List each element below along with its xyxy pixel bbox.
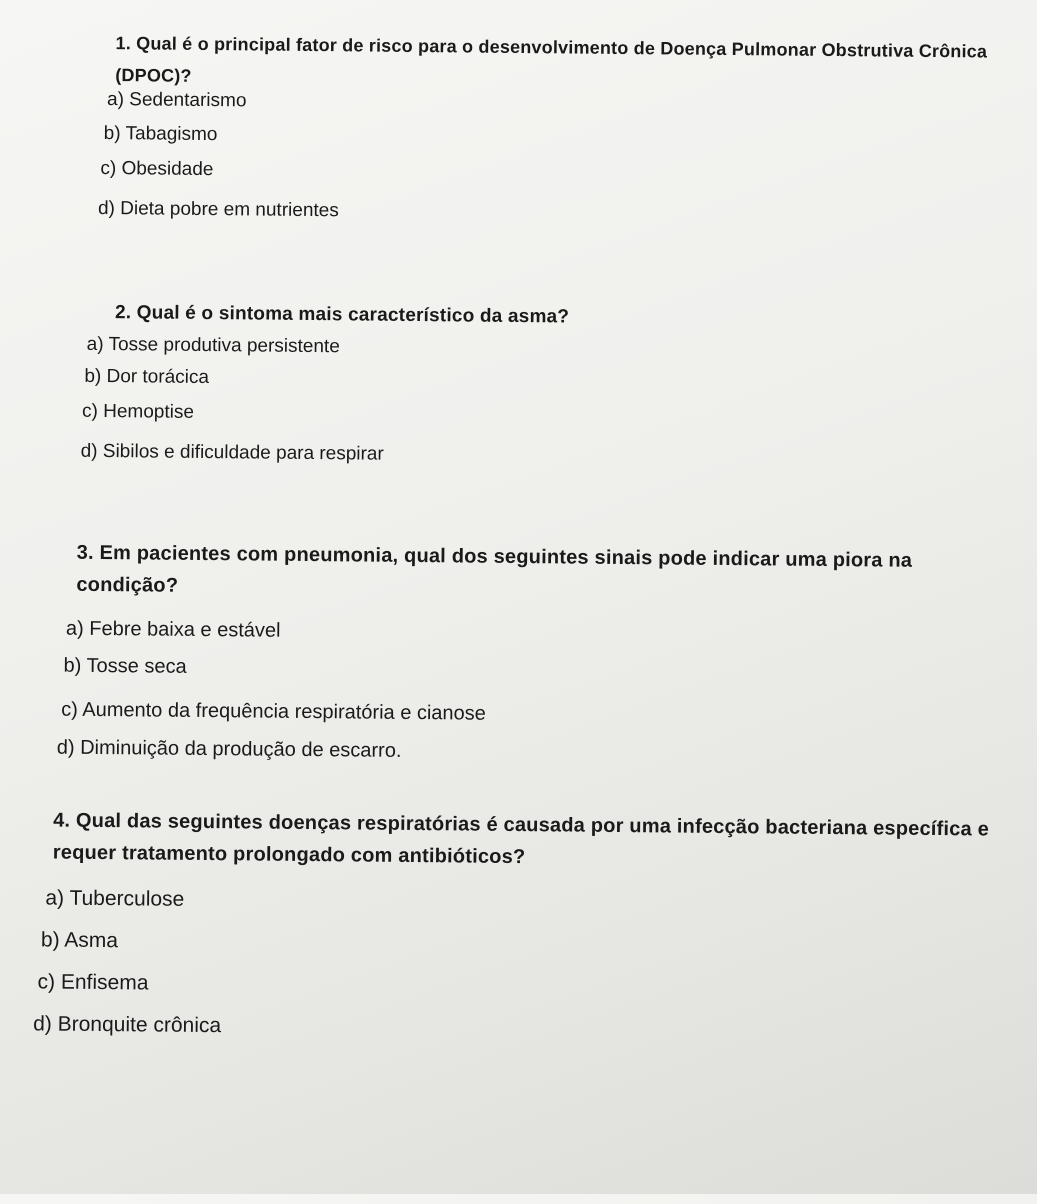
question-3-option-a: a) Febre baixa e estável <box>65 617 281 642</box>
question-2-option-a: a) Tosse produtiva persistente <box>86 333 340 358</box>
question-1-option-c: c) Obesidade <box>100 157 214 181</box>
question-4-option-a: a) Tuberculose <box>45 886 185 911</box>
question-1-text: 1. Qual é o principal fator de risco para o desenvolvimento de Doença Pulmonar Obstrutiva Crônica (DPOC)? <box>115 33 988 86</box>
question-3-text: 3. Em pacientes com pneumonia, qual dos seguintes sinais pode indicar uma piora na condição? <box>76 541 913 597</box>
question-3-option-d: d) Diminuição da produção de escarro. <box>56 736 402 762</box>
question-2-text: 2. Qual é o sintoma mais característico da asma? <box>114 302 570 328</box>
question-4-option-b: b) Asma <box>40 928 119 953</box>
question-3-option-b: b) Tosse seca <box>63 654 187 678</box>
question-1-option-a: a) Sedentarismo <box>106 89 247 112</box>
question-3-option-c: c) Aumento da frequência respiratória e cianose <box>61 698 486 725</box>
question-4-option-d: d) Bronquite crônica <box>33 1012 222 1038</box>
question-1-option-d: d) Dieta pobre em nutrientes <box>97 197 339 222</box>
question-2-option-c: c) Hemoptise <box>81 400 195 423</box>
question-4-option-c: c) Enfisema <box>37 970 149 995</box>
question-1-option-b: b) Tabagismo <box>103 123 218 146</box>
question-2-option-d: d) Sibilos e dificuldade para respirar <box>80 440 384 465</box>
question-4-text: 4. Qual das seguintes doenças respiratórias é causada por uma infecção bacteriana específica e requer tratamento prolongado com antibióticos? <box>52 809 990 869</box>
question-2-option-b: b) Dor torácica <box>84 365 210 389</box>
